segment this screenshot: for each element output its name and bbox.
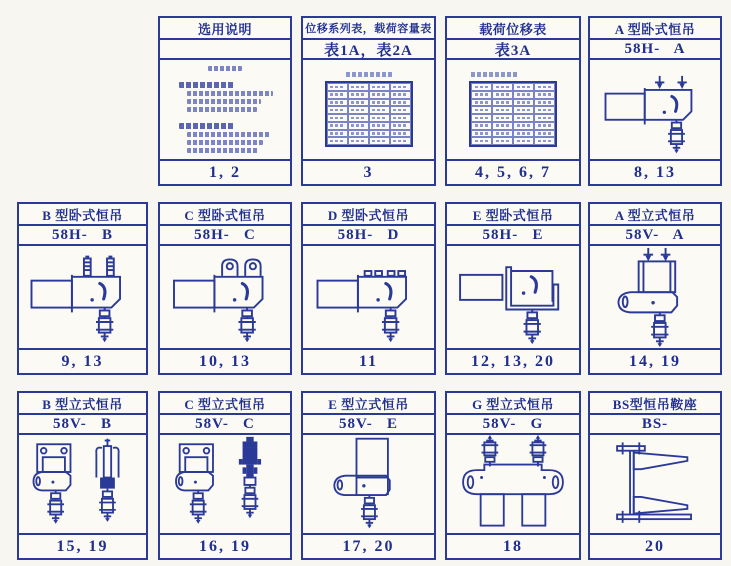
hanger-58v-b-diagram: [19, 435, 146, 533]
mini-table-cell: [513, 114, 534, 122]
panel-58v-e: [301, 391, 436, 560]
mini-table-cell: [471, 106, 492, 114]
panel-pages: 9, 13: [19, 348, 146, 373]
mini-table-cell: [534, 106, 555, 114]
mini-table-cell: [390, 137, 411, 145]
panel-58h-e: [445, 202, 581, 375]
mini-table: [469, 81, 557, 147]
panel-pages: 20: [590, 533, 720, 558]
mini-table-cell: [348, 83, 369, 91]
mini-table-cell: [471, 122, 492, 130]
mini-table-cell: [513, 99, 534, 107]
mini-table-cell: [471, 99, 492, 107]
panel-code: 58H- C: [160, 226, 290, 246]
panel-bs-saddle: [588, 391, 722, 560]
panel-title: C 型立式恒吊: [160, 393, 290, 415]
mini-table-cell: [492, 91, 513, 99]
hanger-58h-d-diagram: [303, 246, 434, 348]
mini-table-cell: [492, 137, 513, 145]
mini-table-cell: [327, 137, 348, 145]
panel-title: A 型立式恒吊: [590, 204, 720, 226]
panel-load-displacement-table: [445, 16, 581, 186]
hanger-58h-e-diagram: [447, 246, 579, 348]
panel-code: 58V- A: [590, 226, 720, 246]
panel-58h-d: [301, 202, 436, 375]
panel-code: 表3A: [447, 40, 579, 60]
mini-table-cell: [471, 114, 492, 122]
mini-table-cell: [492, 99, 513, 107]
panel-title: B 型卧式恒吊: [19, 204, 146, 226]
hanger-58v-a-diagram: [590, 246, 720, 348]
mini-table-cell: [327, 91, 348, 99]
panel-displacement-series-table: [301, 16, 436, 186]
panel-selection-notes: [158, 16, 292, 186]
panel-58v-a: [588, 202, 722, 375]
mini-table-cell: [513, 137, 534, 145]
mini-table-cell: [348, 137, 369, 145]
mini-table-cell: [327, 122, 348, 130]
panel-code: 58V- B: [19, 415, 146, 435]
panel-pages: 15, 19: [19, 533, 146, 558]
mini-table-cell: [492, 83, 513, 91]
mini-table-cell: [348, 114, 369, 122]
mini-table-cell: [471, 137, 492, 145]
panel-diagram: [160, 60, 290, 159]
hanger-58h-a-diagram: [590, 60, 720, 159]
panel-pages: 8, 13: [590, 159, 720, 184]
panel-diagram: [303, 246, 434, 348]
panel-code: 58H- A: [590, 40, 720, 60]
mini-table-cell: [513, 122, 534, 130]
mini-table-cell: [390, 114, 411, 122]
panel-diagram: [590, 246, 720, 348]
panel-diagram: [303, 435, 434, 533]
mini-table-cell: [369, 106, 390, 114]
panel-title: 载荷位移表: [447, 18, 579, 40]
panel-code: 58V- E: [303, 415, 434, 435]
mini-table-cell: [492, 122, 513, 130]
panel-code: 58V- G: [447, 415, 579, 435]
panel-code: BS-: [590, 415, 720, 435]
panel-58v-b: [17, 391, 148, 560]
mini-table-cell: [492, 106, 513, 114]
mini-table-cell: [492, 130, 513, 138]
mini-table-caption: [471, 72, 517, 77]
panel-diagram: [19, 246, 146, 348]
panel-58v-g: [445, 391, 581, 560]
mini-table-cell: [390, 99, 411, 107]
panel-pages: 17, 20: [303, 533, 434, 558]
panel-pages: 4, 5, 6, 7: [447, 159, 579, 184]
panel-code: 58H- B: [19, 226, 146, 246]
mini-table-cell: [492, 114, 513, 122]
panel-title: B 型立式恒吊: [19, 393, 146, 415]
mini-table-cell: [348, 91, 369, 99]
panel-title: E 型立式恒吊: [303, 393, 434, 415]
panel-title: A 型卧式恒吊: [590, 18, 720, 40]
panel-code: 58V- C: [160, 415, 290, 435]
mini-table-caption: [346, 72, 392, 77]
panel-diagram: [447, 60, 579, 159]
mini-table-cell: [369, 114, 390, 122]
mini-table-cell: [327, 130, 348, 138]
panel-diagram: [19, 435, 146, 533]
panel-diagram: [447, 435, 579, 533]
mini-table-cell: [348, 122, 369, 130]
hanger-58h-c-diagram: [160, 246, 290, 348]
panel-diagram: [590, 435, 720, 533]
mini-table-cell: [534, 122, 555, 130]
mini-table-cell: [369, 130, 390, 138]
hanger-58h-b-diagram: [19, 246, 146, 348]
mini-table-cell: [534, 137, 555, 145]
panel-title: 选用说明: [160, 18, 290, 40]
mini-table-cell: [534, 99, 555, 107]
mini-table: [325, 81, 413, 147]
panel-58v-c: [158, 391, 292, 560]
panel-diagram: [160, 246, 290, 348]
panel-pages: 1, 2: [160, 159, 290, 184]
mini-table-cell: [327, 99, 348, 107]
mini-table-cell: [369, 83, 390, 91]
mini-table-cell: [513, 91, 534, 99]
mini-table-cell: [390, 130, 411, 138]
hanger-58v-c-diagram: [160, 435, 290, 533]
panel-diagram: [590, 60, 720, 159]
mini-table-cell: [534, 114, 555, 122]
mini-table-cell: [513, 106, 534, 114]
panel-58h-a: [588, 16, 722, 186]
panel-pages: 3: [303, 159, 434, 184]
mini-table-cell: [534, 91, 555, 99]
panel-title: G 型立式恒吊: [447, 393, 579, 415]
panel-pages: 11: [303, 348, 434, 373]
mini-table-cell: [390, 83, 411, 91]
panel-diagram: [447, 246, 579, 348]
panel-code: 58H- D: [303, 226, 434, 246]
panel-pages: 16, 19: [160, 533, 290, 558]
mini-table-cell: [348, 106, 369, 114]
mini-table-cell: [369, 137, 390, 145]
mini-table-cell: [327, 106, 348, 114]
panel-title: 位移系列表，载荷容量表: [303, 18, 434, 40]
panel-58h-c: [158, 202, 292, 375]
panel-pages: 10, 13: [160, 348, 290, 373]
mini-table-cell: [513, 130, 534, 138]
mini-table-cell: [369, 122, 390, 130]
hanger-58v-g-diagram: [447, 435, 579, 533]
mini-table-cell: [390, 122, 411, 130]
mini-table-cell: [471, 83, 492, 91]
mini-table-cell: [471, 91, 492, 99]
mini-table-cell: [369, 91, 390, 99]
panel-code: [160, 40, 290, 60]
panel-code: 58H- E: [447, 226, 579, 246]
panel-title: D 型卧式恒吊: [303, 204, 434, 226]
mini-table-cell: [513, 83, 534, 91]
mini-table-figure: [469, 72, 557, 147]
panel-pages: 18: [447, 533, 579, 558]
mini-table-cell: [534, 130, 555, 138]
saddle-bs-diagram: [590, 435, 720, 533]
mini-table-cell: [327, 114, 348, 122]
panel-pages: 14, 19: [590, 348, 720, 373]
panel-title: BS型恒吊鞍座: [590, 393, 720, 415]
panel-title: E 型卧式恒吊: [447, 204, 579, 226]
mini-table-cell: [390, 91, 411, 99]
mini-table-cell: [534, 83, 555, 91]
mini-table-cell: [390, 106, 411, 114]
mini-table-cell: [327, 83, 348, 91]
mini-table-cell: [471, 130, 492, 138]
panel-58h-b: [17, 202, 148, 375]
mini-table-cell: [369, 99, 390, 107]
mini-table-figure: [325, 72, 413, 147]
panel-code: 表1A，表2A: [303, 40, 434, 60]
panel-diagram: [303, 60, 434, 159]
panel-title: C 型卧式恒吊: [160, 204, 290, 226]
mini-table-cell: [348, 99, 369, 107]
mini-table-cell: [348, 130, 369, 138]
panel-diagram: [160, 435, 290, 533]
panel-pages: 12, 13, 20: [447, 348, 579, 373]
blurred-text-block: [173, 63, 277, 156]
hanger-58v-e-diagram: [303, 435, 434, 533]
